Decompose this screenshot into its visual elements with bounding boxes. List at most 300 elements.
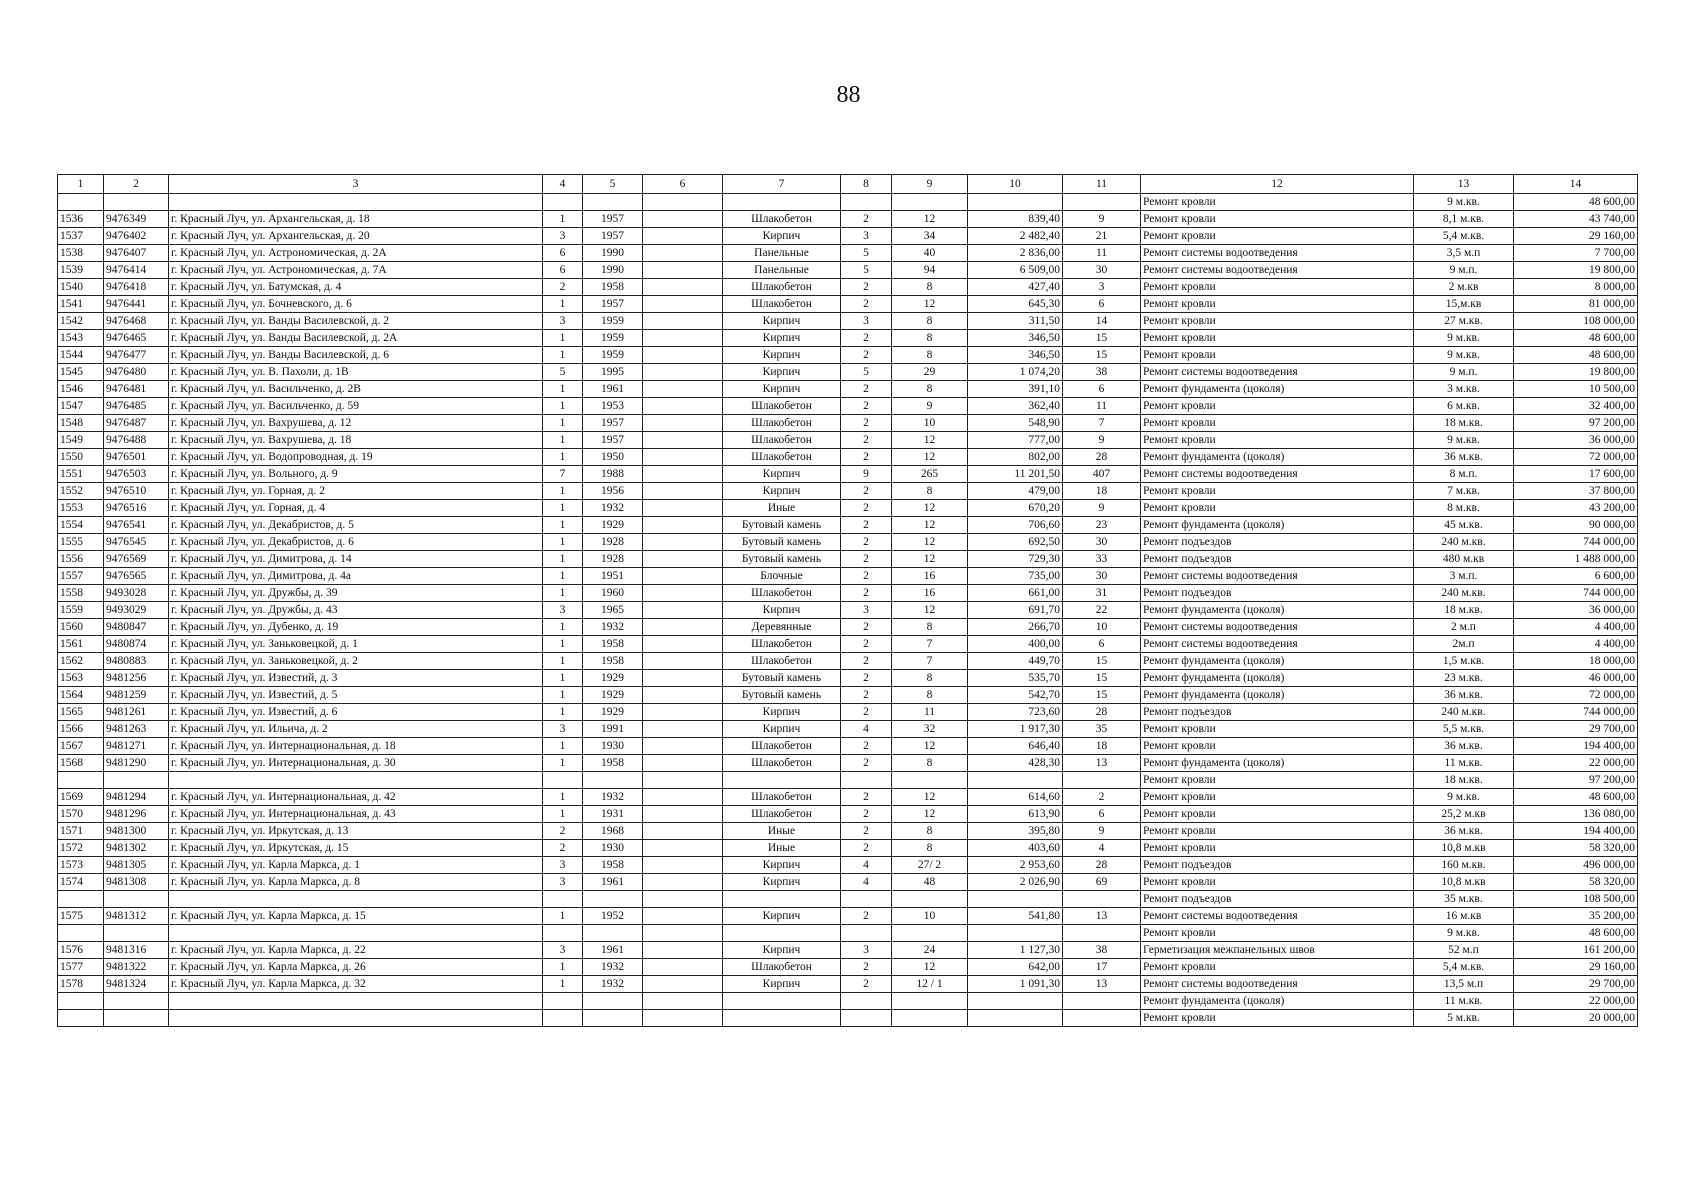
cell-repair-cost: 8 000,00 [1514,279,1638,296]
cell-wall-material: Кирпич [723,976,841,993]
cell-wall-material: Шлакобетон [723,398,841,415]
cell-floors: 2 [841,500,892,517]
cell-area: 391,10 [968,381,1063,398]
cell-apartments: 7 [892,653,968,670]
cell-col-6 [643,568,723,585]
cell-repair-volume: 5,4 м.кв. [1414,228,1514,245]
cell-repair-cost: 58 320,00 [1514,840,1638,857]
cell-wall-material [723,194,841,211]
table-row [58,245,1638,262]
table-row [58,381,1638,398]
cell-residents: 4 [1063,840,1141,857]
cell-wall-material: Кирпич [723,704,841,721]
cell-apartments: 12 [892,789,968,806]
cell-row-number: 1569 [58,789,104,806]
cell-residents: 15 [1063,687,1141,704]
cell-wall-material: Иные [723,840,841,857]
cell-address: г. Красный Луч, ул. Ванды Василевской, д. 2 [169,313,543,330]
cell-residents: 38 [1063,364,1141,381]
cell-object-code: 9481261 [104,704,169,721]
cell-residents: 7 [1063,415,1141,432]
cell-address: г. Красный Луч, ул. Астрономическая, д. 7А [169,262,543,279]
table-row [58,415,1638,432]
cell-entrances: 6 [543,245,583,262]
cell-residents: 6 [1063,296,1141,313]
column-header-5: 5 [583,175,643,194]
cell-floors: 3 [841,602,892,619]
cell-entrances [543,891,583,908]
cell-repair-cost: 744 000,00 [1514,704,1638,721]
cell-entrances: 1 [543,534,583,551]
cell-wall-material: Шлакобетон [723,636,841,653]
cell-apartments: 8 [892,483,968,500]
cell-row-number: 1573 [58,857,104,874]
cell-floors: 2 [841,976,892,993]
cell-repair-volume: 45 м.кв. [1414,517,1514,534]
cell-repair-volume: 8,1 м.кв. [1414,211,1514,228]
cell-repair-type: Ремонт подъездов [1141,585,1414,602]
cell-repair-cost: 58 320,00 [1514,874,1638,891]
cell-wall-material: Иные [723,500,841,517]
cell-year-built: 1959 [583,330,643,347]
cell-repair-cost: 97 200,00 [1514,415,1638,432]
cell-entrances [543,925,583,942]
cell-apartments: 8 [892,381,968,398]
cell-residents: 23 [1063,517,1141,534]
cell-apartments: 34 [892,228,968,245]
cell-residents [1063,993,1141,1010]
table-row [58,806,1638,823]
table-row [58,432,1638,449]
cell-row-number: 1561 [58,636,104,653]
cell-wall-material: Панельные [723,245,841,262]
cell-entrances: 1 [543,347,583,364]
cell-residents: 69 [1063,874,1141,891]
cell-residents [1063,891,1141,908]
cell-repair-cost: 6 600,00 [1514,568,1638,585]
cell-year-built: 1965 [583,602,643,619]
cell-area: 802,00 [968,449,1063,466]
cell-floors: 2 [841,398,892,415]
cell-floors: 5 [841,262,892,279]
cell-year-built: 1991 [583,721,643,738]
cell-area: 706,60 [968,517,1063,534]
cell-area: 403,60 [968,840,1063,857]
cell-repair-volume: 11 м.кв. [1414,993,1514,1010]
cell-apartments [892,194,968,211]
cell-object-code: 9476477 [104,347,169,364]
cell-col-6 [643,891,723,908]
cell-floors: 9 [841,466,892,483]
cell-floors: 2 [841,959,892,976]
cell-address: г. Красный Луч, ул. Интернациональная, д. 18 [169,738,543,755]
cell-address [169,891,543,908]
cell-address: г. Красный Луч, ул. Иркутская, д. 15 [169,840,543,857]
cell-repair-volume: 9 м.кв. [1414,347,1514,364]
cell-repair-type: Ремонт кровли [1141,483,1414,500]
cell-row-number: 1556 [58,551,104,568]
cell-wall-material [723,891,841,908]
header-row [58,175,1638,194]
cell-area: 395,80 [968,823,1063,840]
cell-residents: 407 [1063,466,1141,483]
table-row [58,500,1638,517]
cell-col-6 [643,993,723,1010]
cell-repair-type: Ремонт кровли [1141,296,1414,313]
cell-repair-volume: 27 м.кв. [1414,313,1514,330]
cell-wall-material: Кирпич [723,347,841,364]
cell-address: г. Красный Луч, ул. Заньковецкой, д. 2 [169,653,543,670]
cell-entrances: 1 [543,415,583,432]
cell-row-number: 1536 [58,211,104,228]
cell-area: 614,60 [968,789,1063,806]
cell-address: г. Красный Луч, ул. Декабристов, д. 6 [169,534,543,551]
cell-col-6 [643,228,723,245]
cell-col-6 [643,619,723,636]
cell-repair-type: Ремонт системы водоотведения [1141,636,1414,653]
cell-address: г. Красный Луч, ул. Вахрушева, д. 18 [169,432,543,449]
cell-col-6 [643,636,723,653]
cell-entrances: 1 [543,636,583,653]
table-row [58,517,1638,534]
table-row [58,228,1638,245]
cell-row-number: 1546 [58,381,104,398]
cell-repair-type: Ремонт фундамента (цоколя) [1141,517,1414,534]
cell-floors: 2 [841,296,892,313]
table-row [58,908,1638,925]
cell-entrances: 1 [543,738,583,755]
column-header-4: 4 [543,175,583,194]
cell-repair-cost: 37 800,00 [1514,483,1638,500]
cell-object-code: 9476349 [104,211,169,228]
cell-apartments: 8 [892,840,968,857]
cell-repair-type: Ремонт кровли [1141,500,1414,517]
cell-floors: 2 [841,381,892,398]
cell-wall-material: Кирпич [723,381,841,398]
table-row [58,585,1638,602]
cell-row-number: 1565 [58,704,104,721]
cell-address: г. Красный Луч, ул. Иркутская, д. 13 [169,823,543,840]
cell-repair-type: Ремонт кровли [1141,959,1414,976]
cell-col-6 [643,840,723,857]
table-row [58,296,1638,313]
cell-col-6 [643,381,723,398]
cell-row-number: 1550 [58,449,104,466]
cell-row-number: 1538 [58,245,104,262]
cell-year-built: 1961 [583,381,643,398]
cell-address: г. Красный Луч, ул. Карла Маркса, д. 26 [169,959,543,976]
cell-address: г. Красный Луч, ул. Известий, д. 6 [169,704,543,721]
cell-repair-volume: 3 м.кв. [1414,381,1514,398]
table-row [58,313,1638,330]
table-row [58,840,1638,857]
table-row [58,602,1638,619]
table-row [58,942,1638,959]
cell-object-code [104,993,169,1010]
cell-wall-material: Шлакобетон [723,789,841,806]
table-row [58,925,1638,942]
cell-apartments [892,1010,968,1027]
cell-residents: 15 [1063,670,1141,687]
cell-floors: 2 [841,823,892,840]
cell-residents: 21 [1063,228,1141,245]
cell-floors [841,891,892,908]
table-row [58,466,1638,483]
table-row [58,1010,1638,1027]
cell-floors: 2 [841,687,892,704]
cell-repair-volume: 3,5 м.п [1414,245,1514,262]
cell-year-built: 1929 [583,687,643,704]
cell-col-6 [643,534,723,551]
cell-repair-volume: 11 м.кв. [1414,755,1514,772]
cell-entrances [543,194,583,211]
cell-floors: 2 [841,755,892,772]
cell-apartments: 24 [892,942,968,959]
cell-repair-cost: 36 000,00 [1514,432,1638,449]
cell-year-built [583,993,643,1010]
column-header-14: 14 [1514,175,1638,194]
cell-repair-type: Ремонт фундамента (цоколя) [1141,653,1414,670]
cell-residents: 33 [1063,551,1141,568]
table-row [58,755,1638,772]
cell-apartments: 12 [892,534,968,551]
cell-col-6 [643,296,723,313]
cell-repair-volume: 9 м.кв. [1414,925,1514,942]
cell-object-code: 9493029 [104,602,169,619]
cell-apartments: 27/ 2 [892,857,968,874]
cell-wall-material: Кирпич [723,330,841,347]
cell-area: 645,30 [968,296,1063,313]
cell-row-number: 1537 [58,228,104,245]
cell-col-6 [643,585,723,602]
cell-row-number [58,925,104,942]
cell-object-code: 9476480 [104,364,169,381]
cell-apartments: 12 [892,806,968,823]
cell-entrances: 1 [543,398,583,415]
cell-residents: 28 [1063,857,1141,874]
cell-address [169,772,543,789]
cell-floors: 2 [841,211,892,228]
cell-object-code: 9481322 [104,959,169,976]
cell-col-6 [643,857,723,874]
cell-area: 346,50 [968,347,1063,364]
cell-apartments: 12 [892,551,968,568]
cell-row-number: 1547 [58,398,104,415]
cell-repair-type: Ремонт кровли [1141,415,1414,432]
cell-residents: 11 [1063,245,1141,262]
cell-object-code: 9476402 [104,228,169,245]
cell-object-code: 9476414 [104,262,169,279]
cell-row-number: 1545 [58,364,104,381]
cell-object-code: 9480883 [104,653,169,670]
cell-area: 661,00 [968,585,1063,602]
cell-area: 729,30 [968,551,1063,568]
cell-apartments [892,772,968,789]
cell-floors: 5 [841,364,892,381]
table-row [58,364,1638,381]
cell-wall-material: Бутовый камень [723,534,841,551]
cell-repair-volume: 10,8 м.кв [1414,840,1514,857]
cell-col-6 [643,517,723,534]
cell-repair-cost: 36 000,00 [1514,602,1638,619]
cell-year-built: 1958 [583,755,643,772]
cell-repair-volume: 480 м.кв [1414,551,1514,568]
cell-area: 266,70 [968,619,1063,636]
cell-residents: 14 [1063,313,1141,330]
cell-repair-cost: 46 000,00 [1514,670,1638,687]
cell-repair-type: Ремонт кровли [1141,228,1414,245]
cell-residents: 10 [1063,619,1141,636]
cell-residents: 13 [1063,908,1141,925]
cell-address [169,925,543,942]
cell-repair-type: Ремонт системы водоотведения [1141,908,1414,925]
cell-repair-volume: 9 м.кв. [1414,330,1514,347]
cell-repair-type: Ремонт системы водоотведения [1141,262,1414,279]
cell-object-code: 9493028 [104,585,169,602]
cell-row-number: 1572 [58,840,104,857]
cell-apartments: 12 [892,211,968,228]
cell-area: 613,90 [968,806,1063,823]
cell-address [169,993,543,1010]
cell-repair-volume: 52 м.п [1414,942,1514,959]
cell-col-6 [643,602,723,619]
cell-object-code: 9481290 [104,755,169,772]
cell-area: 839,40 [968,211,1063,228]
cell-floors: 4 [841,721,892,738]
cell-apartments: 9 [892,398,968,415]
cell-address: г. Красный Луч, ул. Архангельская, д. 20 [169,228,543,245]
cell-row-number [58,993,104,1010]
cell-repair-type: Ремонт кровли [1141,721,1414,738]
cell-wall-material: Деревянные [723,619,841,636]
cell-area: 777,00 [968,432,1063,449]
table-row [58,823,1638,840]
cell-residents: 2 [1063,789,1141,806]
cell-residents [1063,925,1141,942]
cell-repair-cost: 744 000,00 [1514,585,1638,602]
cell-col-6 [643,755,723,772]
cell-area [968,1010,1063,1027]
cell-repair-type: Ремонт кровли [1141,398,1414,415]
cell-wall-material: Шлакобетон [723,432,841,449]
cell-repair-type: Ремонт кровли [1141,279,1414,296]
cell-address: г. Красный Луч, ул. Интернациональная, д. 42 [169,789,543,806]
cell-year-built: 1928 [583,551,643,568]
cell-row-number: 1541 [58,296,104,313]
table-row [58,619,1638,636]
cell-repair-volume: 160 м.кв. [1414,857,1514,874]
cell-address: г. Красный Луч, ул. Вольного, д. 9 [169,466,543,483]
column-header-8: 8 [841,175,892,194]
cell-entrances: 1 [543,296,583,313]
column-header-2: 2 [104,175,169,194]
cell-col-6 [643,925,723,942]
cell-object-code: 9481271 [104,738,169,755]
cell-repair-volume: 5 м.кв. [1414,1010,1514,1027]
cell-entrances: 2 [543,840,583,857]
cell-area: 1 074,20 [968,364,1063,381]
cell-row-number: 1540 [58,279,104,296]
cell-object-code [104,925,169,942]
cell-repair-cost: 1 488 000,00 [1514,551,1638,568]
cell-address: г. Красный Луч, ул. Димитрова, д. 4а [169,568,543,585]
cell-object-code: 9476503 [104,466,169,483]
cell-row-number: 1548 [58,415,104,432]
cell-address: г. Красный Луч, ул. Карла Маркса, д. 15 [169,908,543,925]
cell-repair-cost: 48 600,00 [1514,925,1638,942]
cell-repair-volume: 9 м.п. [1414,262,1514,279]
cell-row-number: 1542 [58,313,104,330]
cell-apartments: 12 [892,432,968,449]
table-body [58,194,1638,1027]
cell-col-6 [643,398,723,415]
cell-repair-cost: 22 000,00 [1514,755,1638,772]
cell-area: 449,70 [968,653,1063,670]
cell-address: г. Красный Луч, ул. Дружбы, д. 43 [169,602,543,619]
cell-object-code [104,1010,169,1027]
cell-wall-material: Блочные [723,568,841,585]
cell-residents: 30 [1063,262,1141,279]
cell-repair-type: Ремонт подъездов [1141,857,1414,874]
cell-object-code: 9476510 [104,483,169,500]
table-row [58,636,1638,653]
cell-repair-volume: 9 м.кв. [1414,194,1514,211]
cell-apartments: 48 [892,874,968,891]
cell-object-code: 9481263 [104,721,169,738]
cell-repair-type: Ремонт системы водоотведения [1141,568,1414,585]
cell-col-6 [643,721,723,738]
cell-floors: 3 [841,313,892,330]
cell-address: г. Красный Луч, ул. Ванды Василевской, д. 6 [169,347,543,364]
cell-wall-material: Бутовый камень [723,670,841,687]
cell-floors: 2 [841,738,892,755]
cell-year-built: 1968 [583,823,643,840]
table-header [58,175,1638,194]
cell-year-built [583,891,643,908]
cell-col-6 [643,874,723,891]
cell-area: 400,00 [968,636,1063,653]
cell-area [968,993,1063,1010]
cell-col-6 [643,483,723,500]
cell-repair-type: Ремонт подъездов [1141,704,1414,721]
cell-object-code: 9476501 [104,449,169,466]
column-header-7: 7 [723,175,841,194]
cell-area: 670,20 [968,500,1063,517]
cell-wall-material: Кирпич [723,908,841,925]
cell-residents [1063,194,1141,211]
page-number: 88 [836,82,861,108]
cell-address: г. Красный Луч, ул. Известий, д. 5 [169,687,543,704]
cell-repair-type: Ремонт подъездов [1141,891,1414,908]
cell-object-code: 9480874 [104,636,169,653]
cell-year-built: 1931 [583,806,643,823]
cell-object-code: 9480847 [104,619,169,636]
cell-entrances: 6 [543,262,583,279]
table-row [58,330,1638,347]
cell-address: г. Красный Луч, ул. Ванды Василевской, д. 2А [169,330,543,347]
cell-apartments: 10 [892,415,968,432]
cell-residents: 9 [1063,500,1141,517]
cell-repair-cost: 32 400,00 [1514,398,1638,415]
cell-object-code: 9476465 [104,330,169,347]
cell-apartments: 29 [892,364,968,381]
cell-entrances: 3 [543,602,583,619]
cell-residents: 9 [1063,211,1141,228]
cell-object-code: 9476565 [104,568,169,585]
cell-entrances: 1 [543,908,583,925]
cell-residents: 30 [1063,534,1141,551]
cell-year-built: 1961 [583,942,643,959]
